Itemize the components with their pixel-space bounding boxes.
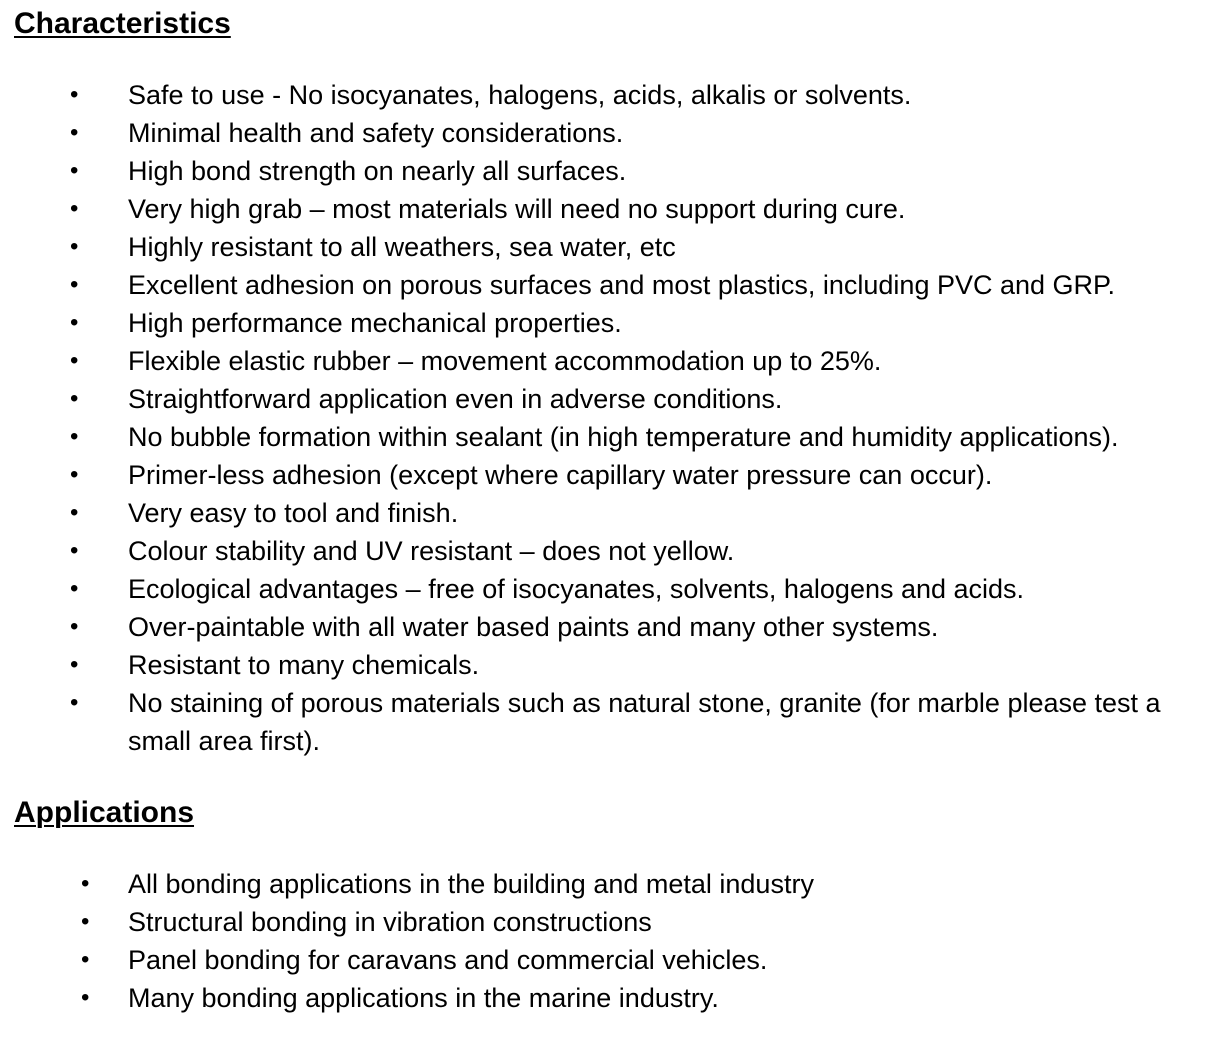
list-item-text: Resistant to many chemicals. xyxy=(128,650,480,680)
bullet-icon: • xyxy=(70,233,79,260)
bullet-icon: • xyxy=(81,946,90,973)
list-item xyxy=(0,979,1188,1017)
list-item-text: All bonding applications in the building and metal industry xyxy=(128,869,814,899)
list-item xyxy=(0,380,1188,418)
list-item-text: No staining of porous materials such as natural stone, granite (for marble please test a small area first). xyxy=(128,688,1161,756)
list-item xyxy=(0,152,1188,190)
list-item-text: Very easy to tool and finish. xyxy=(128,498,459,528)
bullet-icon: • xyxy=(70,651,79,678)
bullet-icon: • xyxy=(70,119,79,146)
bullet-icon: • xyxy=(70,461,79,488)
list-item-text: Minimal health and safety considerations. xyxy=(128,118,624,148)
list-item-text: Straightforward application even in adverse conditions. xyxy=(128,384,783,414)
applications-list xyxy=(0,865,1188,1017)
list-item xyxy=(0,646,1188,684)
bullet-icon: • xyxy=(70,499,79,526)
list-item-text: High performance mechanical properties. xyxy=(128,308,622,338)
list-item xyxy=(0,266,1188,304)
list-item xyxy=(0,494,1188,532)
list-item-text: Colour stability and UV resistant – does not yellow. xyxy=(128,536,735,566)
list-item xyxy=(0,228,1188,266)
bullet-icon: • xyxy=(70,575,79,602)
list-item-text: Many bonding applications in the marine industry. xyxy=(128,983,719,1013)
bullet-icon: • xyxy=(70,689,79,716)
list-item xyxy=(0,114,1188,152)
bullet-icon: • xyxy=(70,423,79,450)
bullet-icon: • xyxy=(70,347,79,374)
list-item xyxy=(0,76,1188,114)
list-item xyxy=(0,456,1188,494)
list-item xyxy=(0,903,1188,941)
bullet-icon: • xyxy=(70,81,79,108)
list-item-text: Flexible elastic rubber – movement accommodation up to 25%. xyxy=(128,346,882,376)
list-item xyxy=(0,342,1188,380)
list-item-text: High bond strength on nearly all surfaces. xyxy=(128,156,627,186)
bullet-icon: • xyxy=(70,385,79,412)
list-item xyxy=(0,570,1188,608)
list-item-text: Ecological advantages – free of isocyanates, solvents, halogens and acids. xyxy=(128,574,1025,604)
bullet-icon: • xyxy=(81,984,90,1011)
bullet-icon: • xyxy=(70,537,79,564)
list-item-text: Over-paintable with all water based paints and many other systems. xyxy=(128,612,939,642)
bullet-icon: • xyxy=(81,870,90,897)
bullet-icon: • xyxy=(70,271,79,298)
list-item xyxy=(0,941,1188,979)
list-item xyxy=(0,532,1188,570)
characteristics-list xyxy=(0,76,1188,760)
list-item-text: Very high grab – most materials will need no support during cure. xyxy=(128,194,906,224)
characteristics-heading: Characteristics xyxy=(14,7,231,40)
bullet-icon: • xyxy=(70,195,79,222)
bullet-icon: • xyxy=(70,309,79,336)
list-item-text: Highly resistant to all weathers, sea water, etc xyxy=(128,232,676,262)
bullet-icon: • xyxy=(70,613,79,640)
list-item xyxy=(0,608,1188,646)
bullet-icon: • xyxy=(81,908,90,935)
applications-heading: Applications xyxy=(14,796,195,829)
bullet-icon: • xyxy=(70,157,79,184)
list-item-text: Structural bonding in vibration constructions xyxy=(128,907,652,937)
list-item xyxy=(0,684,1188,760)
list-item xyxy=(0,865,1188,903)
list-item xyxy=(0,418,1188,456)
list-item-text: No bubble formation within sealant (in high temperature and humidity applications). xyxy=(128,422,1119,452)
list-item xyxy=(0,304,1188,342)
list-item-text: Safe to use - No isocyanates, halogens, acids, alkalis or solvents. xyxy=(128,80,912,110)
list-item-text: Primer-less adhesion (except where capillary water pressure can occur). xyxy=(128,460,993,490)
list-item xyxy=(0,190,1188,228)
list-item-text: Panel bonding for caravans and commercial vehicles. xyxy=(128,945,768,975)
list-item-text: Excellent adhesion on porous surfaces and most plastics, including PVC and GRP. xyxy=(128,270,1116,300)
